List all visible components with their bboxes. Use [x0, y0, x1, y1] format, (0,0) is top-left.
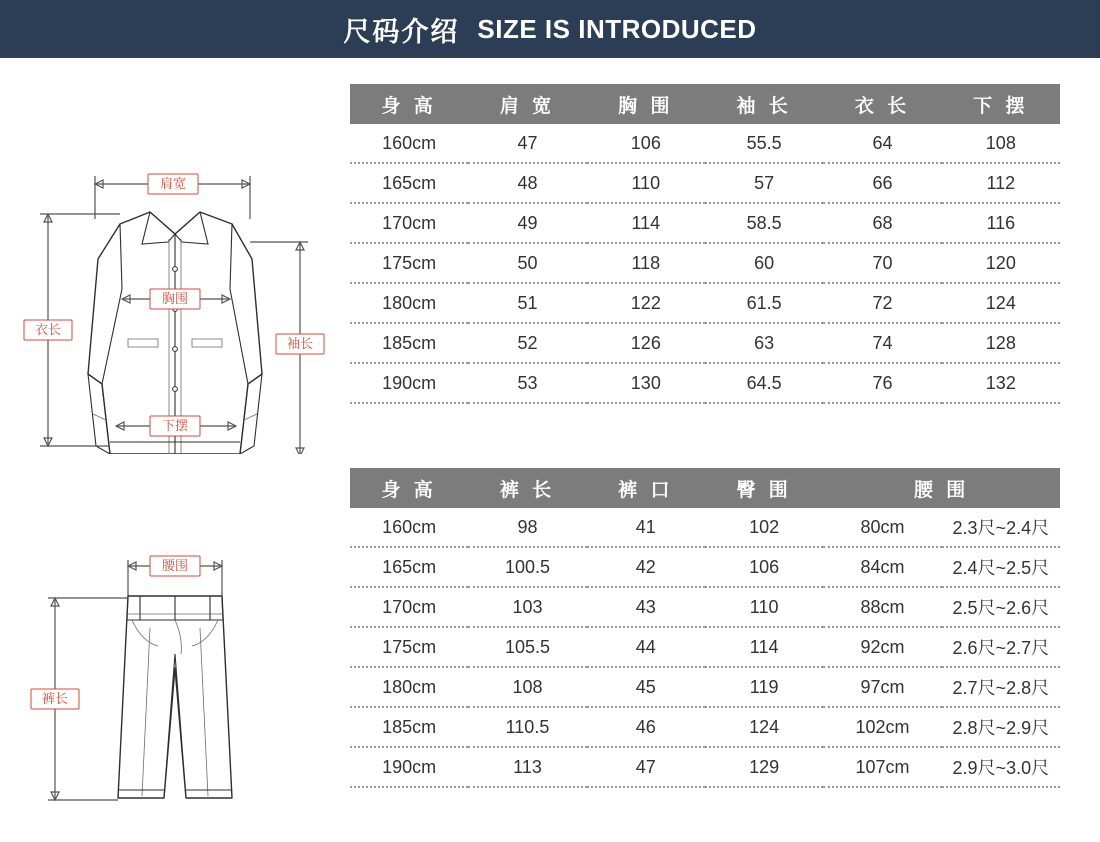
cell-pant-length: 100.5: [468, 547, 586, 587]
col-header-pant-cuff: 裤 口: [587, 468, 705, 508]
table-row: [350, 163, 1060, 203]
cell-sleeve: 58.5: [705, 203, 823, 243]
table-row: [350, 667, 1060, 707]
cell-hip: 102: [705, 508, 823, 547]
cell-shoulder: 53: [468, 363, 586, 403]
cell-hem: 112: [942, 163, 1060, 203]
cell-shoulder: 48: [468, 163, 586, 203]
cell-hip: 114: [705, 627, 823, 667]
cell-hem: 120: [942, 243, 1060, 283]
cell-hem: 108: [942, 124, 1060, 163]
col-header-chest: 胸 围: [587, 84, 705, 124]
cell-shoulder: 49: [468, 203, 586, 243]
cell-height: 170cm: [350, 203, 468, 243]
cell-height: 185cm: [350, 707, 468, 747]
cell-waist-chi: 2.5尺~2.6尺: [942, 587, 1060, 627]
cell-height: 165cm: [350, 163, 468, 203]
cell-height: 180cm: [350, 283, 468, 323]
cell-shoulder: 47: [468, 124, 586, 163]
page-title-en: SIZE IS INTRODUCED: [477, 13, 757, 44]
table-row: [350, 243, 1060, 283]
cell-waist-cm: 80cm: [823, 508, 941, 547]
svg-text:胸围: 胸围: [161, 291, 189, 306]
col-header-length: 衣 长: [823, 84, 941, 124]
jacket-table-wrap: [350, 84, 1100, 459]
cell-length: 76: [823, 363, 941, 403]
cell-waist-chi: 2.6尺~2.7尺: [942, 627, 1060, 667]
pants-figure: [0, 468, 350, 842]
cell-length: 72: [823, 283, 941, 323]
cell-hip: 110: [705, 587, 823, 627]
cell-shoulder: 50: [468, 243, 586, 283]
cell-sleeve: 61.5: [705, 283, 823, 323]
cell-pant-cuff: 42: [587, 547, 705, 587]
cell-sleeve: 57: [705, 163, 823, 203]
cell-pant-cuff: 45: [587, 667, 705, 707]
pants-shape: [118, 596, 232, 798]
cell-height: 160cm: [350, 124, 468, 163]
cell-waist-chi: 2.7尺~2.8尺: [942, 667, 1060, 707]
cell-pant-length: 103: [468, 587, 586, 627]
cell-pant-length: 113: [468, 747, 586, 787]
col-header-hem: 下 摆: [942, 84, 1060, 124]
table-row: [350, 587, 1060, 627]
table-row: [350, 124, 1060, 163]
col-header-height: 身 高: [350, 468, 468, 508]
cell-waist-cm: 84cm: [823, 547, 941, 587]
waist-dimension: [128, 556, 222, 598]
page-title-cn: 尺码介绍: [343, 16, 460, 47]
pants-size-table: [350, 468, 1060, 788]
table-row: [350, 707, 1060, 747]
cell-sleeve: 60: [705, 243, 823, 283]
col-header-shoulder: 肩 宽: [468, 84, 586, 124]
cell-shoulder: 52: [468, 323, 586, 363]
cell-height: 185cm: [350, 323, 468, 363]
cell-sleeve: 64.5: [705, 363, 823, 403]
cell-hip: 124: [705, 707, 823, 747]
cell-chest: 110: [587, 163, 705, 203]
cell-pant-length: 105.5: [468, 627, 586, 667]
cell-waist-cm: 92cm: [823, 627, 941, 667]
cell-height: 190cm: [350, 747, 468, 787]
cell-chest: 118: [587, 243, 705, 283]
cell-waist-chi: 2.9尺~3.0尺: [942, 747, 1060, 787]
jacket-size-table: [350, 84, 1060, 404]
cell-pant-cuff: 43: [587, 587, 705, 627]
cell-pant-length: 98: [468, 508, 586, 547]
svg-text:袖长: 袖长: [286, 336, 314, 351]
page-header: [0, 0, 1100, 58]
svg-text:下摆: 下摆: [161, 418, 189, 433]
table-header-row: [350, 468, 1060, 508]
cell-pant-length: 108: [468, 667, 586, 707]
jacket-figure: [0, 84, 350, 459]
cell-chest: 114: [587, 203, 705, 243]
table-header-row: [350, 84, 1060, 124]
cell-length: 64: [823, 124, 941, 163]
shoulder-dimension: [95, 174, 250, 219]
col-header-waist: 腰 围: [823, 468, 1060, 508]
col-header-hip: 臀 围: [705, 468, 823, 508]
cell-waist-chi: 2.3尺~2.4尺: [942, 508, 1060, 547]
cell-height: 190cm: [350, 363, 468, 403]
pants-section: [0, 468, 1100, 842]
cell-height: 175cm: [350, 243, 468, 283]
table-row: [350, 627, 1060, 667]
cell-length: 70: [823, 243, 941, 283]
cell-length: 68: [823, 203, 941, 243]
cell-hem: 116: [942, 203, 1060, 243]
pant-length-dimension: [31, 598, 128, 800]
cell-waist-cm: 97cm: [823, 667, 941, 707]
cell-pant-cuff: 44: [587, 627, 705, 667]
table-row: [350, 547, 1060, 587]
cell-hip: 119: [705, 667, 823, 707]
cell-height: 175cm: [350, 627, 468, 667]
cell-sleeve: 55.5: [705, 124, 823, 163]
cell-shoulder: 51: [468, 283, 586, 323]
svg-text:衣长: 衣长: [34, 322, 62, 337]
cell-pant-cuff: 47: [587, 747, 705, 787]
cell-pant-cuff: 46: [587, 707, 705, 747]
cell-waist-chi: 2.8尺~2.9尺: [942, 707, 1060, 747]
cell-waist-chi: 2.4尺~2.5尺: [942, 547, 1060, 587]
col-header-height: 身 高: [350, 84, 468, 124]
table-row: [350, 363, 1060, 403]
cell-chest: 122: [587, 283, 705, 323]
cell-waist-cm: 107cm: [823, 747, 941, 787]
pants-table-wrap: [350, 468, 1100, 842]
table-row: [350, 508, 1060, 547]
page-content: [0, 58, 1100, 837]
jacket-section: [0, 84, 1100, 459]
cell-hem: 124: [942, 283, 1060, 323]
cell-height: 160cm: [350, 508, 468, 547]
cell-sleeve: 63: [705, 323, 823, 363]
cell-length: 66: [823, 163, 941, 203]
svg-text:裤长: 裤长: [41, 691, 69, 706]
cell-waist-cm: 88cm: [823, 587, 941, 627]
cell-chest: 130: [587, 363, 705, 403]
cell-pant-length: 110.5: [468, 707, 586, 747]
cell-waist-cm: 102cm: [823, 707, 941, 747]
cell-hip: 129: [705, 747, 823, 787]
cell-hem: 128: [942, 323, 1060, 363]
cell-length: 74: [823, 323, 941, 363]
cell-pant-cuff: 41: [587, 508, 705, 547]
cell-height: 170cm: [350, 587, 468, 627]
cell-hem: 132: [942, 363, 1060, 403]
table-row: [350, 283, 1060, 323]
cell-hip: 106: [705, 547, 823, 587]
cell-chest: 106: [587, 124, 705, 163]
cell-chest: 126: [587, 323, 705, 363]
col-header-pant-length: 裤 长: [468, 468, 586, 508]
cell-height: 180cm: [350, 667, 468, 707]
col-header-sleeve: 袖 长: [705, 84, 823, 124]
table-row: [350, 323, 1060, 363]
svg-text:肩宽: 肩宽: [159, 176, 187, 191]
cell-height: 165cm: [350, 547, 468, 587]
svg-text:腰围: 腰围: [161, 558, 189, 573]
table-row: [350, 203, 1060, 243]
table-row: [350, 747, 1060, 787]
